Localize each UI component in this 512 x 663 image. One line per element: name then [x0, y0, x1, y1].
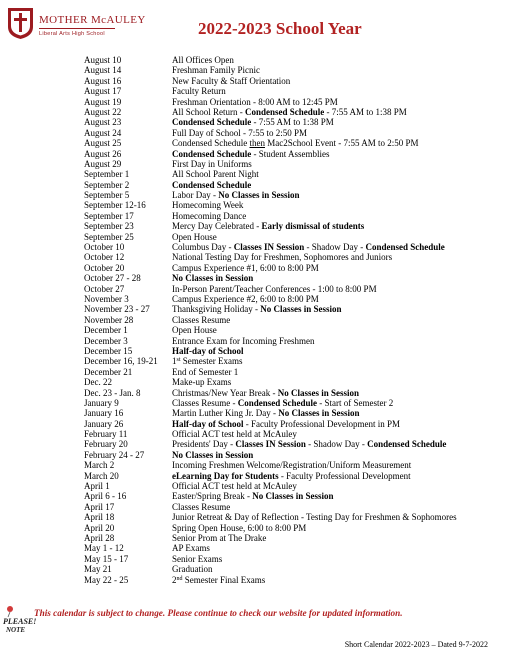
event-text-segment: All School Return -: [172, 106, 245, 117]
event-date: October 27: [84, 283, 125, 294]
event-date: October 20: [84, 262, 125, 273]
event-text-segment: Classes Resume: [172, 314, 231, 325]
event-text-segment: Freshman Family Picnic: [172, 65, 260, 76]
event-text-segment: Columbus Day -: [172, 242, 234, 253]
event-description: [172, 273, 253, 283]
event-date: February 11: [84, 429, 128, 440]
events-list: [84, 55, 510, 585]
event-row: [84, 232, 510, 242]
event-row: [84, 138, 510, 148]
event-row: [84, 533, 510, 543]
event-date: December 16, 19-21: [84, 356, 158, 367]
event-row: [84, 554, 510, 564]
event-description: [172, 429, 297, 439]
event-text-segment: Presidents' Day -: [172, 439, 236, 450]
event-description: [172, 564, 213, 574]
event-row: [84, 491, 510, 501]
event-date: November 3: [84, 293, 129, 304]
event-text-segment: - 7:55 AM to 1:38 PM: [251, 117, 334, 128]
event-date: March 2: [84, 460, 115, 471]
footer-dated: Short Calendar 2022-2023 – Dated 9-7-2022: [344, 640, 488, 649]
event-text-segment: Martin Luther King Jr. Day -: [172, 408, 279, 419]
event-row: [84, 294, 510, 304]
event-text-segment: - Faculty Professional Development: [278, 470, 411, 481]
event-description: [172, 221, 364, 231]
event-text-segment: Junior Retreat & Day of Reflection - Testing Day for Freshmen & Sophomores: [172, 512, 457, 523]
event-row: [84, 284, 510, 294]
event-text-segment: No Classes in Session: [172, 449, 254, 460]
event-text-segment: Classes Resume -: [172, 397, 238, 408]
event-date: May 22 - 25: [84, 574, 129, 585]
event-text-segment: - Start of Semester 2: [317, 397, 394, 408]
event-text-segment: Half-day of School: [172, 418, 244, 429]
event-row: [84, 481, 510, 491]
event-text-segment: No Classes in Session: [277, 387, 360, 398]
event-text-segment: Homecoming Dance: [172, 210, 247, 221]
event-description: [172, 315, 230, 325]
event-text-segment: - Faculty Professional Development in PM: [243, 418, 400, 429]
event-description: [172, 107, 407, 117]
event-text-segment: AP Exams: [172, 543, 210, 554]
event-date: April 1: [84, 481, 110, 492]
event-date: August 22: [84, 106, 122, 117]
badge-line2: NOTE: [6, 626, 26, 634]
event-date: August 17: [84, 86, 122, 97]
event-row: [84, 398, 510, 408]
event-row: [84, 65, 510, 75]
event-text-segment: Make-up Exams: [172, 377, 232, 388]
event-row: [84, 315, 510, 325]
event-description: [172, 356, 243, 366]
event-description: [172, 481, 297, 491]
event-text-segment: End of Semester 1: [172, 366, 239, 377]
school-subtitle: Liberal Arts High School: [39, 31, 105, 37]
event-description: [172, 377, 231, 387]
event-description: [172, 491, 334, 501]
event-date: December 3: [84, 335, 128, 346]
event-description: [172, 117, 334, 127]
event-date: May 1 - 12: [84, 543, 124, 554]
event-row: [84, 252, 510, 262]
school-name: MOTHER McAULEY: [39, 14, 146, 26]
event-row: [84, 367, 510, 377]
event-description: [172, 294, 319, 304]
event-date: August 26: [84, 148, 122, 159]
event-text-segment: Condensed Schedule: [365, 242, 445, 253]
event-text-segment: Official ACT test held at McAuley: [172, 429, 297, 440]
event-description: [172, 149, 330, 159]
event-date: May 15 - 17: [84, 553, 129, 564]
event-row: [84, 408, 510, 418]
event-text-segment: Full Day of School - 7:55 to 2:50 PM: [172, 127, 308, 138]
event-text-segment: - Shadow Day -: [304, 242, 366, 253]
event-date: September 2: [84, 179, 130, 190]
event-text-segment: Official ACT test held at McAuley: [172, 481, 297, 492]
event-text-segment: eLearning Day for Students: [172, 470, 279, 481]
event-text-segment: Semester Exams: [180, 356, 243, 367]
event-text-segment: 1: [172, 356, 177, 367]
event-text-segment: Homecoming Week: [172, 200, 244, 211]
event-date: December 15: [84, 345, 133, 356]
event-text-segment: - Student Assemblies: [251, 148, 330, 159]
event-text-segment: Condensed Schedule: [172, 117, 252, 128]
event-date: August 24: [84, 127, 122, 138]
event-text-segment: Semester Final Exams: [182, 574, 266, 585]
event-date: September 5: [84, 190, 130, 201]
event-description: [172, 554, 222, 564]
event-date: August 10: [84, 55, 122, 65]
event-text-segment: Classes Resume: [172, 501, 231, 512]
event-row: [84, 273, 510, 283]
school-crest-logo: [7, 7, 34, 40]
event-date: January 9: [84, 397, 119, 408]
event-description: [172, 543, 210, 553]
event-text-segment: 2: [172, 574, 177, 585]
event-description: [172, 242, 445, 252]
event-description: [172, 502, 230, 512]
event-description: [172, 450, 253, 460]
event-text-segment: No Classes in Session: [218, 190, 300, 201]
event-description: [172, 180, 251, 190]
event-date: December 1: [84, 325, 128, 336]
event-date: February 20: [84, 439, 128, 450]
event-date: August 16: [84, 75, 122, 86]
event-date: August 19: [84, 96, 122, 107]
event-text-segment: - Shadow Day -: [305, 439, 368, 450]
event-row: [84, 429, 510, 439]
event-text-segment: Half-day of School: [172, 345, 244, 356]
event-row: [84, 419, 510, 429]
event-row: [84, 512, 510, 522]
event-date: Dec. 22: [84, 377, 112, 388]
event-row: [84, 221, 510, 231]
event-text-segment: First Day in Uniforms: [172, 158, 252, 169]
event-row: [84, 200, 510, 210]
event-date: October 27 - 28: [84, 273, 141, 284]
event-text-segment: Mercy Day Celebrated -: [172, 221, 262, 232]
event-text-segment: No Classes in Session: [172, 273, 254, 284]
event-description: [172, 398, 393, 408]
event-date: September 23: [84, 221, 134, 232]
event-row: [84, 346, 510, 356]
event-text-segment: Faculty Return: [172, 86, 226, 97]
event-text-segment: Condensed Schedule: [172, 138, 250, 149]
event-description: [172, 325, 217, 335]
disclaimer-note: This calendar is subject to change. Please continue to check our website for updated information.: [34, 608, 403, 618]
event-date: November 23 - 27: [84, 304, 150, 315]
please-note-badge: [2, 604, 37, 634]
event-text-segment: No Classes in Session: [252, 491, 334, 502]
event-text-segment: Mac2School Event - 7:55 AM to 2:50 PM: [264, 138, 419, 149]
event-description: [172, 523, 306, 533]
event-row: [84, 471, 510, 481]
event-date: February 24 - 27: [84, 449, 145, 460]
event-row: [84, 304, 510, 314]
event-text-segment: st: [176, 357, 181, 364]
event-row: [84, 336, 510, 346]
event-text-segment: Open House: [172, 325, 217, 336]
event-description: [172, 284, 377, 294]
event-row: [84, 190, 510, 200]
event-description: [172, 97, 338, 107]
event-description: [172, 232, 217, 242]
event-description: [172, 460, 411, 470]
event-text-segment: Classes IN Session: [235, 439, 306, 450]
event-date: October 10: [84, 242, 125, 253]
event-date: August 29: [84, 158, 122, 169]
event-text-segment: Freshman Orientation - 8:00 AM to 12:45 PM: [172, 96, 338, 107]
event-description: [172, 439, 446, 449]
event-text-segment: Condensed Schedule: [245, 106, 325, 117]
event-date: April 20: [84, 522, 115, 533]
event-description: [172, 388, 359, 398]
event-date: April 6 - 16: [84, 491, 127, 502]
event-date: January 26: [84, 418, 124, 429]
school-brand: [39, 14, 146, 38]
event-text-segment: Christmas/New Year Break -: [172, 387, 278, 398]
event-description: [172, 575, 265, 585]
event-description: [172, 336, 314, 346]
event-description: [172, 200, 243, 210]
event-text-segment: Labor Day -: [172, 190, 219, 201]
event-row: [84, 502, 510, 512]
event-row: [84, 180, 510, 190]
event-text-segment: Spring Open House, 6:00 to 8:00 PM: [172, 522, 307, 533]
event-date: August 14: [84, 65, 122, 76]
event-description: [172, 138, 418, 148]
event-text-segment: All Offices Open: [172, 55, 234, 65]
event-date: October 12: [84, 252, 125, 263]
event-row: [84, 242, 510, 252]
event-text-segment: National Testing Day for Freshmen, Sophomores and Juniors: [172, 252, 393, 263]
page-title: 2022-2023 School Year: [198, 19, 362, 38]
event-row: [84, 169, 510, 179]
event-row: [84, 107, 510, 117]
event-row: [84, 211, 510, 221]
event-description: [172, 304, 342, 314]
please-note-icon: [2, 604, 37, 634]
event-description: [172, 512, 457, 522]
event-row: [84, 159, 510, 169]
event-date: August 23: [84, 117, 122, 128]
event-description: [172, 55, 234, 65]
event-row: [84, 325, 510, 335]
event-date: May 21: [84, 564, 112, 575]
event-text-segment: Entrance Exam for Incoming Freshmen: [172, 335, 315, 346]
event-row: [84, 128, 510, 138]
event-row: [84, 523, 510, 533]
event-text-segment: Senior Exams: [172, 553, 223, 564]
event-row: [84, 76, 510, 86]
event-description: [172, 252, 392, 262]
event-text-segment: Campus Experience #1, 6:00 to 8:00 PM: [172, 262, 319, 273]
event-text-segment: then: [249, 138, 265, 149]
event-row: [84, 543, 510, 553]
event-date: August 25: [84, 138, 122, 149]
event-text-segment: All School Parent Night: [172, 169, 259, 180]
event-date: April 17: [84, 501, 115, 512]
event-date: September 25: [84, 231, 134, 242]
event-date: September 1: [84, 169, 130, 180]
event-text-segment: No Classes in Session: [278, 408, 360, 419]
event-text-segment: Condensed Schedule: [237, 397, 318, 408]
event-row: [84, 564, 510, 574]
event-description: [172, 367, 238, 377]
event-text-segment: Classes IN Session: [233, 242, 305, 253]
event-date: April 18: [84, 512, 115, 523]
event-description: [172, 419, 400, 429]
event-text-segment: No Classes in Session: [260, 304, 342, 315]
event-description: [172, 346, 244, 356]
event-text-segment: nd: [176, 575, 183, 582]
event-text-segment: Graduation: [172, 564, 213, 575]
event-date: April 28: [84, 532, 115, 543]
event-description: [172, 190, 300, 200]
event-date: January 16: [84, 408, 124, 419]
page-header: [0, 0, 512, 46]
event-row: [84, 388, 510, 398]
event-text-segment: Incoming Freshmen Welcome/Registration/Uniform Measurement: [172, 460, 412, 471]
event-row: [84, 439, 510, 449]
event-text-segment: - 7:55 AM to 1:38 PM: [324, 106, 407, 117]
event-text-segment: Easter/Spring Break -: [172, 491, 253, 502]
event-text-segment: Early dismissal of students: [261, 221, 365, 232]
event-text-segment: Open House: [172, 231, 217, 242]
event-description: [172, 76, 290, 86]
event-date: December 21: [84, 366, 133, 377]
event-row: [84, 97, 510, 107]
event-row: [84, 117, 510, 127]
event-row: [84, 86, 510, 96]
event-row: [84, 575, 510, 585]
event-description: [172, 159, 252, 169]
event-text-segment: Condensed Schedule: [172, 148, 252, 159]
event-text-segment: In-Person Parent/Teacher Conferences - 1:00 to 8:00 PM: [172, 283, 377, 294]
event-description: [172, 169, 259, 179]
event-text-segment: Senior Prom at The Drake: [172, 532, 267, 543]
event-description: [172, 471, 411, 481]
event-row: [84, 55, 510, 65]
event-text-segment: Condensed Schedule: [172, 179, 252, 190]
event-date: Dec. 23 - Jan. 8: [84, 387, 141, 398]
event-row: [84, 450, 510, 460]
event-description: [172, 65, 260, 75]
event-description: [172, 128, 307, 138]
event-description: [172, 211, 246, 221]
event-row: [84, 149, 510, 159]
event-description: [172, 86, 226, 96]
event-row: [84, 377, 510, 387]
event-text-segment: New Faculty & Staff Orientation: [172, 75, 291, 86]
event-text-segment: Thanksgiving Holiday -: [172, 304, 261, 315]
brand-divider: [39, 28, 115, 29]
event-row: [84, 356, 510, 366]
event-date: March 20: [84, 470, 119, 481]
event-row: [84, 263, 510, 273]
event-description: [172, 408, 360, 418]
event-date: November 28: [84, 314, 134, 325]
event-description: [172, 533, 266, 543]
badge-line1: PLEASE!: [3, 617, 37, 626]
event-description: [172, 263, 319, 273]
event-text-segment: Campus Experience #2, 6:00 to 8:00 PM: [172, 293, 319, 304]
event-text-segment: Condensed Schedule: [367, 439, 447, 450]
event-date: September 17: [84, 210, 134, 221]
event-row: [84, 460, 510, 470]
event-date: September 12-16: [84, 200, 146, 211]
